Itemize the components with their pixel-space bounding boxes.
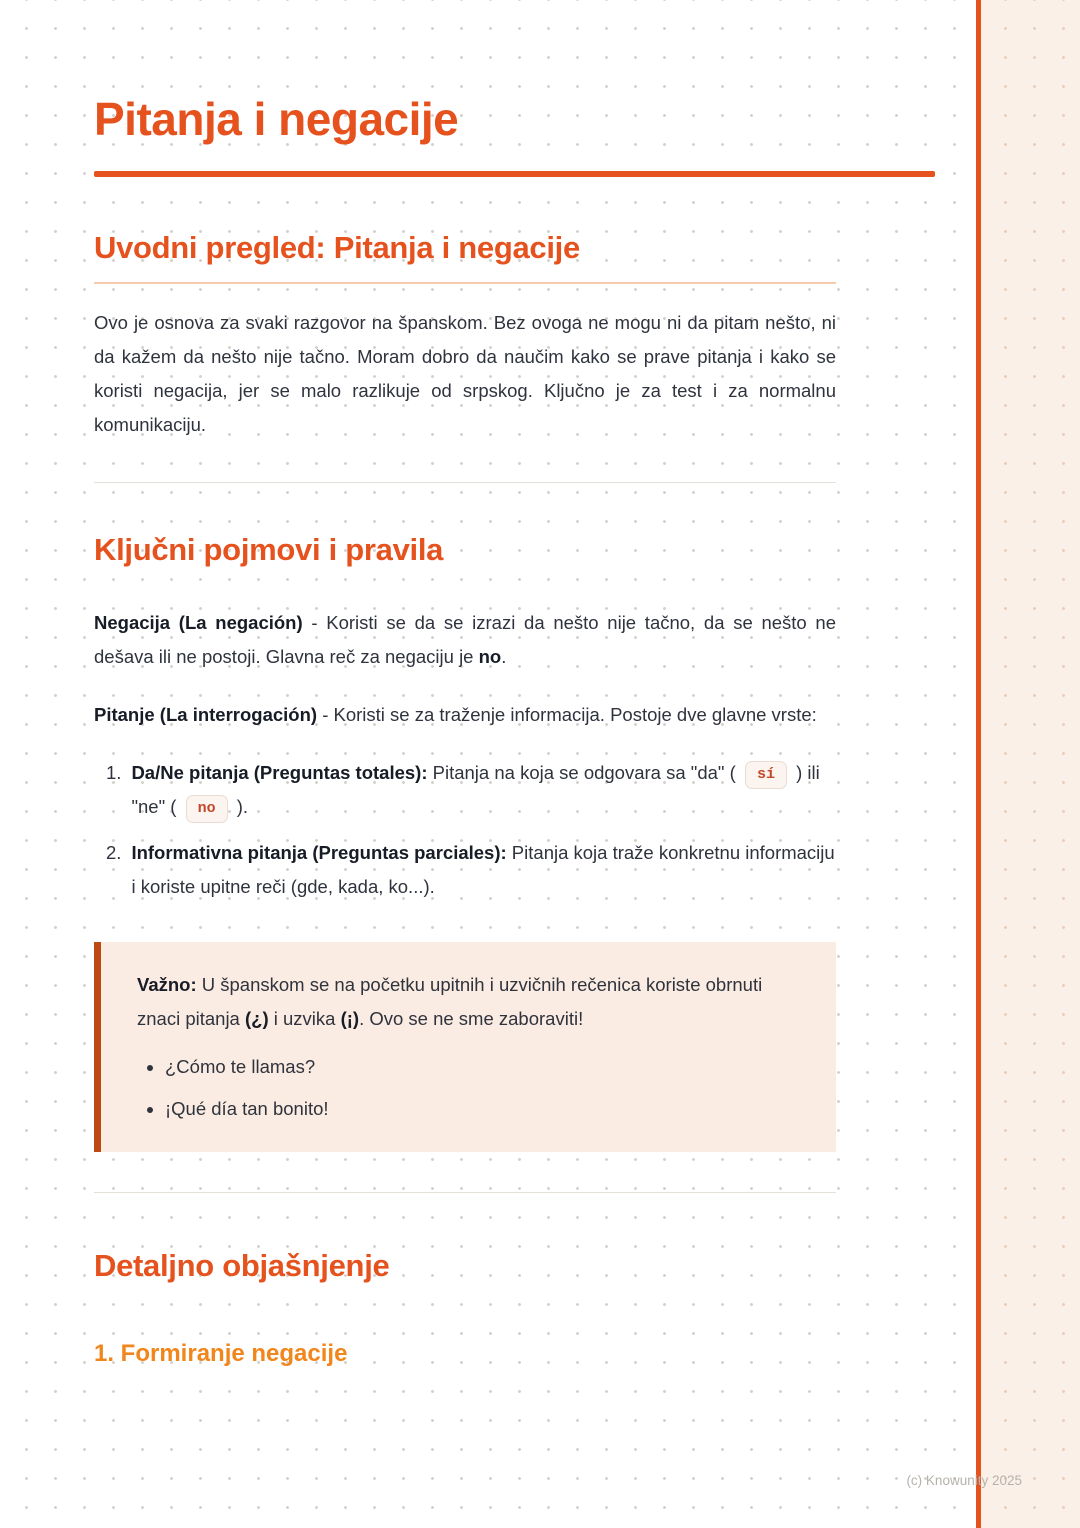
negation-term: Negacija (La negación) [94, 611, 303, 633]
list-item-1-text-mid: ) ili "ne" ( [131, 761, 820, 817]
list-item-1-body [131, 756, 836, 824]
code-chip-no: no [186, 795, 228, 823]
question-term: Pitanje (La interrogación) [94, 703, 318, 725]
list-item-1-term: Da/Ne pitanja (Preguntas totales): [131, 761, 428, 783]
section-details [94, 1247, 836, 1369]
negation-paragraph [94, 606, 836, 674]
callout-bullet-2: • ¡Qué día tan bonito! [165, 1092, 802, 1126]
concepts-heading: Ključni pojmovi i pravila [94, 531, 444, 567]
section-intro [94, 229, 836, 442]
question-text: - Koristi se za traženje informacija. Postoje dve glavne vrste: [317, 703, 817, 725]
intro-paragraph: Ovo je osnova za svaki razgovor na španskom. Bez ovoga ne mogu ni da pitam nešto, ni da kažem da nešto nije tačno. Moram dobro da naučim kako se prave pitanja i kako se koristi negacija, jer se malo razlikuje od srpskog. Ključno je za test i za normalnu komunikaciju. [94, 311, 836, 435]
question-types-list [94, 756, 836, 904]
negation-text: - Koristi se da se izrazi da nešto nije tačno, da se nešto ne dešava ili ne postoji. Glavna reč za negaciju je [94, 611, 837, 667]
negation-keyword: no [478, 645, 502, 667]
intro-heading: Uvodni pregled: Pitanja i negacije [94, 229, 580, 265]
list-item-1-text-after: ). [231, 795, 249, 817]
page-edge-decoration [976, 0, 1080, 1528]
list-item-2-text: Pitanja koja traže konkretnu informaciju i koriste upitne reči (gde, kada, ko...). [131, 841, 835, 897]
section-key-concepts [94, 531, 836, 1152]
intro-heading-underline [94, 282, 836, 284]
details-subheading: 1. Formiranje negacije [94, 1340, 348, 1368]
list-item-2-number: 2. [106, 841, 122, 863]
callout-bold-question-mark: (¿) [244, 1007, 269, 1029]
callout-text-3: . Ovo se ne sme zaboraviti! [359, 1007, 584, 1029]
callout-text-1: U španskom se na početku upitnih i uzvičnih rečenica koriste obrnuti znaci pitanja [137, 973, 763, 1029]
question-paragraph [94, 698, 836, 732]
copyright-notice: (c) Knowunity 2025 [906, 1473, 1022, 1488]
list-item-2-body [131, 836, 836, 904]
callout-text-2: i uzvika [268, 1007, 341, 1029]
page-title: Pitanja i negacije [94, 93, 459, 145]
document-content [94, 0, 836, 1369]
list-item-2 [106, 836, 836, 904]
callout-bullet-1: • ¿Cómo te llamas? [165, 1050, 802, 1084]
callout-examples-list [137, 1050, 802, 1126]
code-chip-si: sí [745, 761, 787, 789]
section-divider [94, 482, 836, 483]
section-divider-2 [94, 1192, 836, 1193]
list-item-1-number: 1. [106, 761, 122, 783]
negation-period: . [501, 645, 507, 667]
title-divider [94, 171, 935, 177]
callout-paragraph [137, 968, 802, 1036]
list-item-1-text-before: Pitanja na koja se odgovara sa "da" ( [427, 761, 741, 783]
important-callout [94, 942, 836, 1152]
callout-label: Važno: [137, 973, 197, 995]
callout-bold-exclamation-mark: (¡) [340, 1007, 360, 1029]
details-heading: Detaljno objašnjenje [94, 1247, 390, 1283]
list-item-1 [106, 756, 836, 824]
list-item-2-term: Informativna pitanja (Preguntas parciales): [131, 841, 507, 863]
